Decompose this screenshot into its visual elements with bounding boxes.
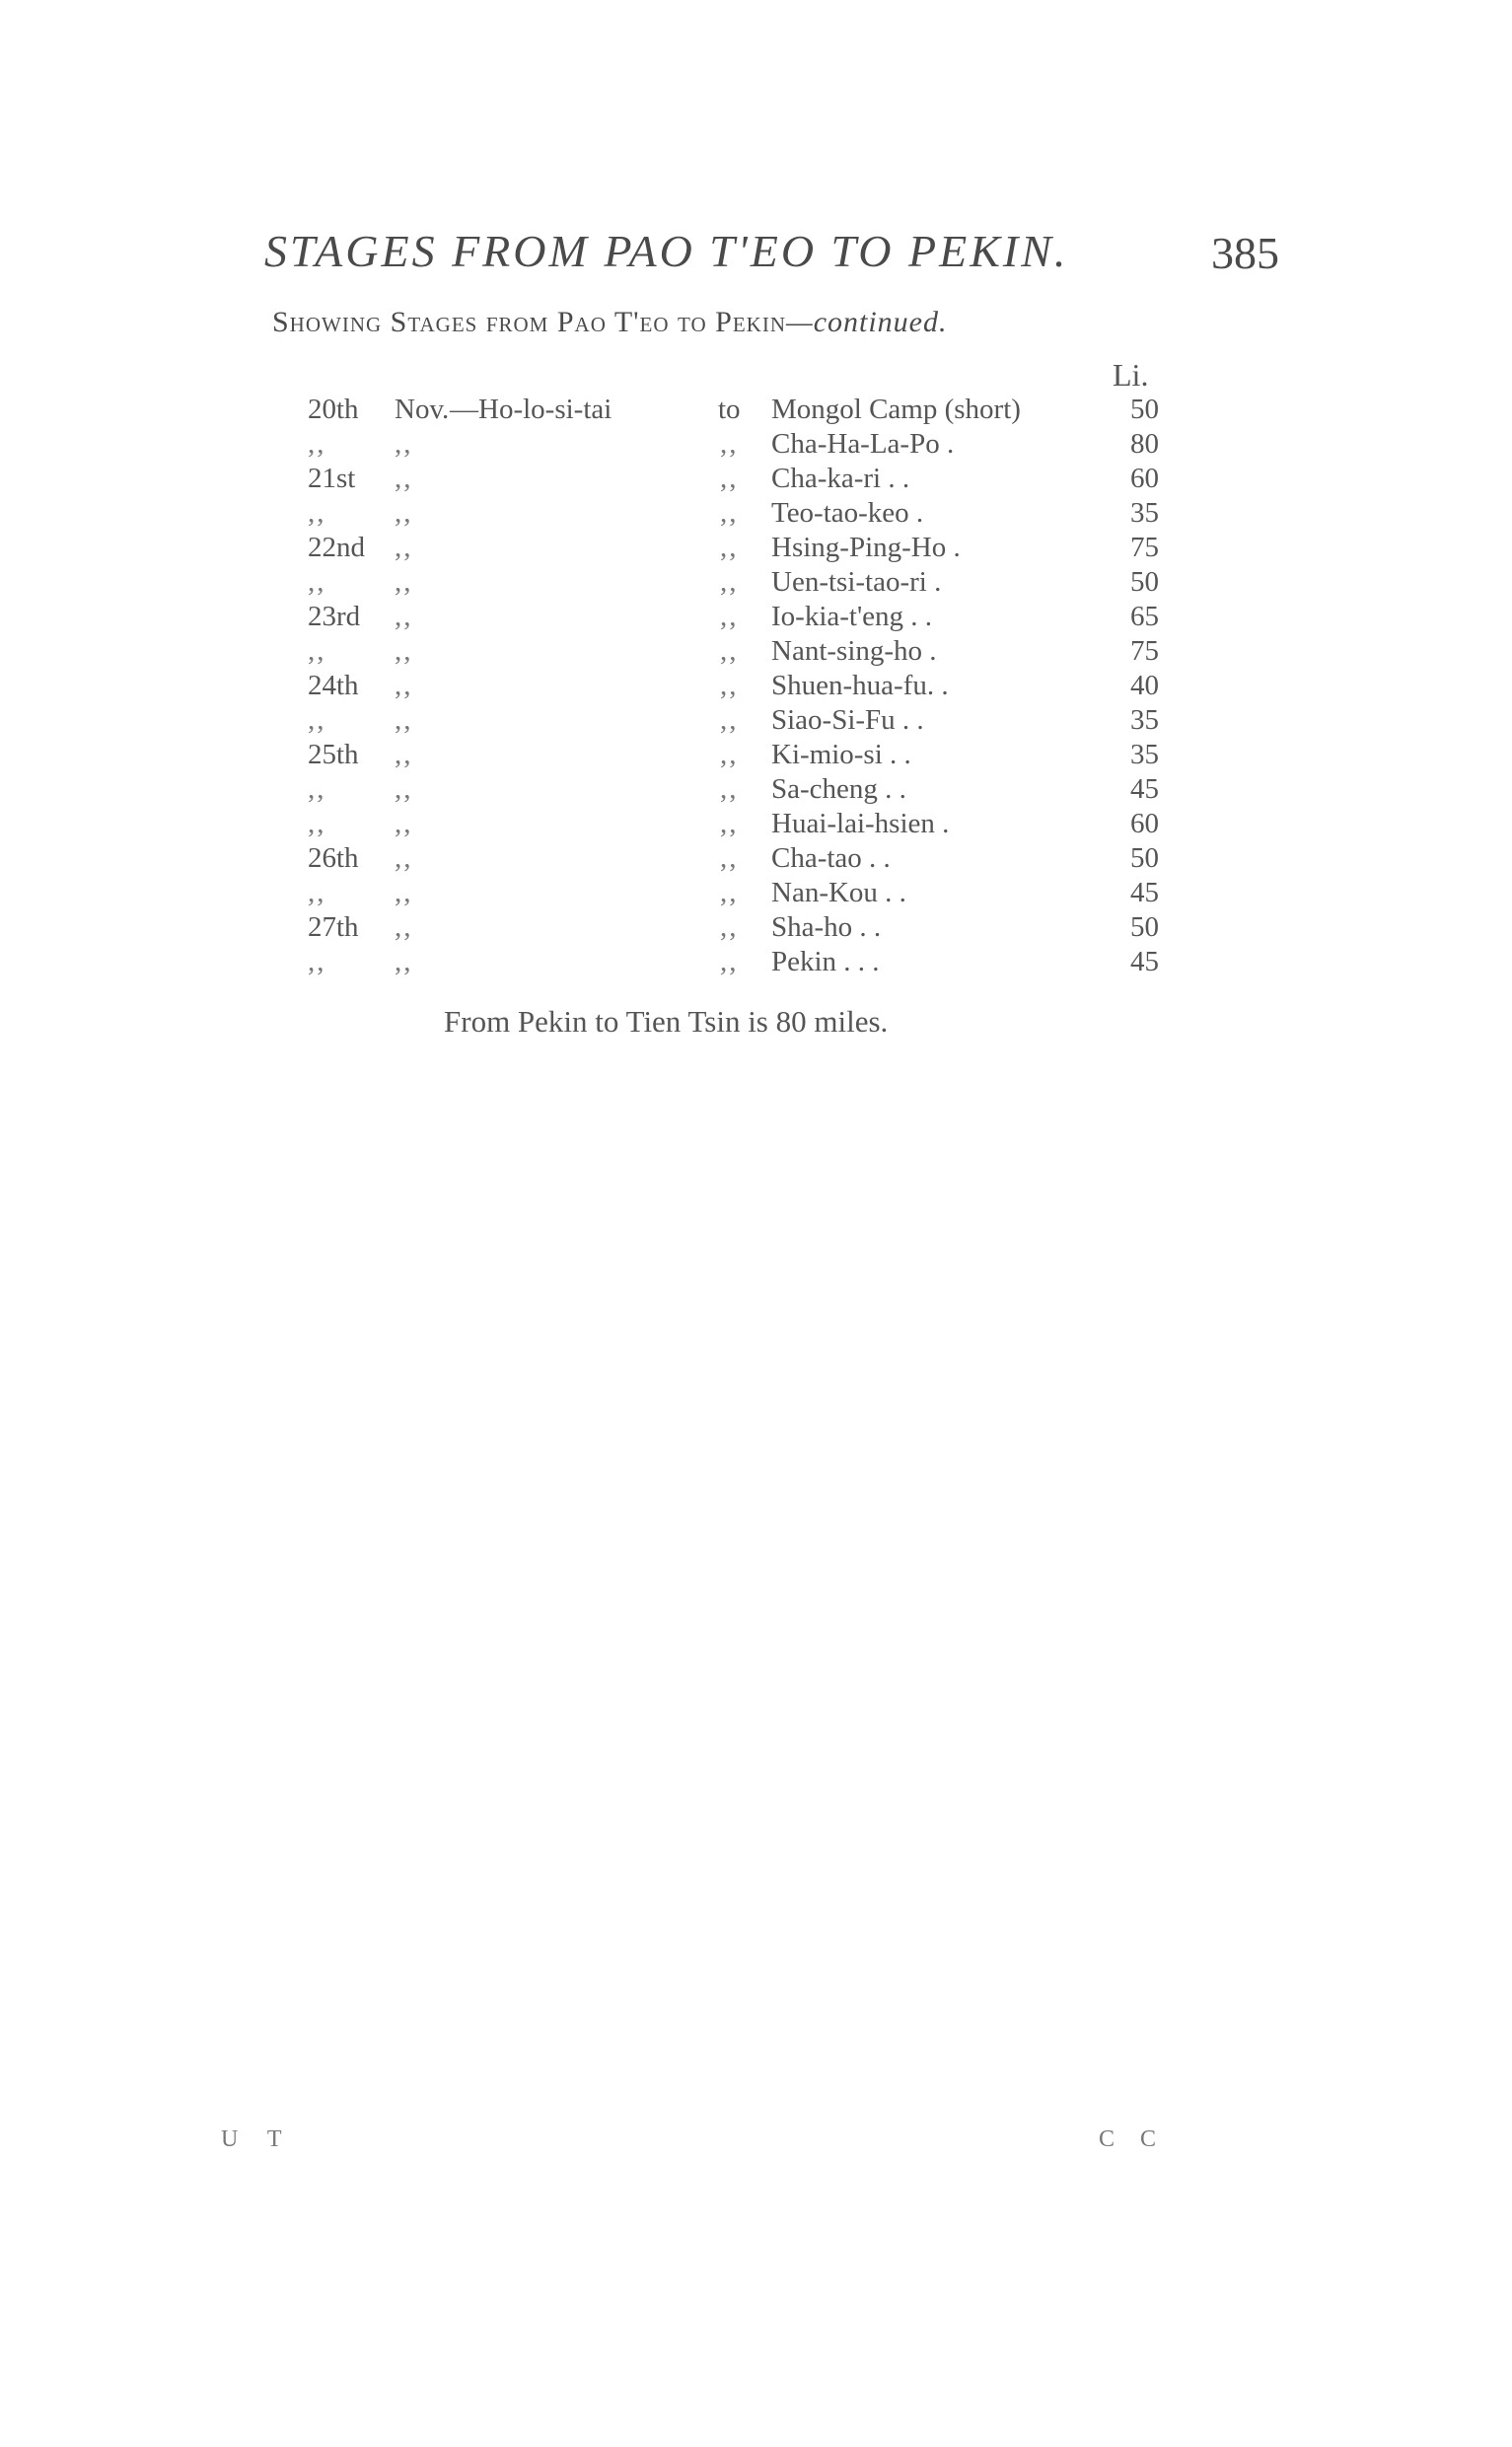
stage-ditto: ,, (720, 739, 739, 770)
stage-distance-li: 75 (1130, 532, 1159, 563)
table-row (0, 703, 1512, 738)
stage-day: 27th (308, 911, 359, 943)
stage-ditto: ,, (720, 911, 739, 943)
stage-destination: Pekin . . . (771, 946, 880, 977)
running-title: STAGES FROM PAO T'EO TO PEKIN. (264, 226, 1069, 276)
stage-month: ,, (395, 601, 413, 632)
table-row (0, 531, 1512, 565)
stage-distance-li: 60 (1130, 808, 1159, 839)
stage-month: ,, (395, 428, 413, 460)
stage-month: ,, (395, 773, 413, 805)
stage-distance-li: 50 (1130, 566, 1159, 598)
stage-day: ,, (308, 635, 326, 667)
stage-month: ,, (395, 566, 413, 598)
stage-day: ,, (308, 704, 326, 736)
table-row (0, 634, 1512, 669)
table-row (0, 669, 1512, 703)
stage-distance-li: 45 (1130, 773, 1159, 805)
stage-distance-li: 80 (1130, 428, 1159, 460)
stage-ditto: ,, (720, 704, 739, 736)
stage-destination: Nant-sing-ho . (771, 635, 937, 667)
stage-destination: Hsing-Ping-Ho . (771, 532, 961, 563)
stage-distance-li: 35 (1130, 497, 1159, 529)
stage-destination: Ki-mio-si . . (771, 739, 911, 770)
stage-month: ,, (395, 842, 413, 874)
stage-distance-li: 60 (1130, 463, 1159, 494)
stage-day: 26th (308, 842, 359, 874)
stage-distance-li: 50 (1130, 842, 1159, 874)
stage-ditto: ,, (720, 946, 739, 977)
stage-month: ,, (395, 877, 413, 908)
stage-day: 25th (308, 739, 359, 770)
stage-month: ,, (395, 635, 413, 667)
stage-month: Nov. (395, 394, 450, 425)
stage-ditto: ,, (720, 463, 739, 494)
stage-destination: Cha-tao . . (771, 842, 891, 874)
stage-ditto: ,, (720, 497, 739, 529)
page-number: 385 (1211, 228, 1279, 278)
stage-day: ,, (308, 877, 326, 908)
stage-day: ,, (308, 808, 326, 839)
stage-ditto: ,, (720, 773, 739, 805)
stage-destination: Nan-Kou . . (771, 877, 906, 908)
table-row (0, 807, 1512, 841)
stage-day: 21st (308, 463, 356, 494)
stage-ditto: ,, (720, 808, 739, 839)
stage-destination: Shuen-hua-fu. . (771, 670, 949, 701)
stage-month: ,, (395, 497, 413, 529)
stage-origin: —Ho-lo-si-tai (450, 394, 612, 425)
stage-destination: Cha-ka-ri . . (771, 463, 910, 494)
stage-month: ,, (395, 704, 413, 736)
table-row (0, 841, 1512, 876)
table-row (0, 565, 1512, 600)
stage-month: ,, (395, 463, 413, 494)
footnote: From Pekin to Tien Tsin is 80 miles. (444, 1004, 889, 1039)
stage-distance-li: 35 (1130, 704, 1159, 736)
stage-day: ,, (308, 428, 326, 460)
stage-month: ,, (395, 670, 413, 701)
stage-day: 22nd (308, 532, 365, 563)
stage-day: 20th (308, 394, 359, 425)
table-row (0, 945, 1512, 979)
stage-ditto: ,, (720, 601, 739, 632)
table-row (0, 600, 1512, 634)
stage-distance-li: 50 (1130, 911, 1159, 943)
table-row (0, 738, 1512, 772)
stage-ditto: ,, (720, 842, 739, 874)
stage-destination: Huai-lai-hsien . (771, 808, 950, 839)
stage-destination: Uen-tsi-tao-ri . (771, 566, 942, 598)
stage-destination: Sa-cheng . . (771, 773, 906, 805)
stage-distance-li: 50 (1130, 394, 1159, 425)
stage-destination: Teo-tao-keo . (771, 497, 924, 529)
stage-distance-li: 45 (1130, 877, 1159, 908)
stage-distance-li: 75 (1130, 635, 1159, 667)
stage-ditto: ,, (720, 670, 739, 701)
stage-distance-li: 45 (1130, 946, 1159, 977)
table-row (0, 772, 1512, 807)
stage-ditto: ,, (720, 428, 739, 460)
stage-month: ,, (395, 532, 413, 563)
stage-ditto: ,, (720, 566, 739, 598)
stage-to-word: to (718, 394, 741, 425)
table-row (0, 427, 1512, 462)
stage-ditto: ,, (720, 635, 739, 667)
stage-destination: Sha-ho . . (771, 911, 882, 943)
stage-day: 23rd (308, 601, 361, 632)
table-caption-continued: —continued. (786, 306, 948, 338)
stage-month: ,, (395, 739, 413, 770)
stage-distance-li: 35 (1130, 739, 1159, 770)
stage-month: ,, (395, 808, 413, 839)
stage-day: ,, (308, 946, 326, 977)
stage-destination: Cha-Ha-La-Po . (771, 428, 955, 460)
stage-destination: Mongol Camp (short) (771, 394, 1021, 425)
stage-month: ,, (395, 946, 413, 977)
signature-mark-right: C C (1099, 2126, 1167, 2152)
stage-day: ,, (308, 566, 326, 598)
table-row (0, 876, 1512, 910)
stage-destination: Io-kia-t'eng . . (771, 601, 933, 632)
table-caption (272, 306, 948, 339)
stage-ditto: ,, (720, 877, 739, 908)
stage-day: ,, (308, 773, 326, 805)
table-caption-text: Showing Stages from Pao T'eo to Pekin (272, 306, 787, 338)
stage-day: ,, (308, 497, 326, 529)
table-row (0, 393, 1512, 427)
table-row (0, 496, 1512, 531)
li-column-header: Li. (1113, 357, 1149, 393)
stage-distance-li: 40 (1130, 670, 1159, 701)
stage-distance-li: 65 (1130, 601, 1159, 632)
stage-ditto: ,, (720, 532, 739, 563)
stage-month: ,, (395, 911, 413, 943)
stages-table (0, 393, 1512, 979)
signature-mark-left: U T (221, 2126, 294, 2152)
stage-day: 24th (308, 670, 359, 701)
stage-destination: Siao-Si-Fu . . (771, 704, 924, 736)
table-row (0, 910, 1512, 945)
table-row (0, 462, 1512, 496)
